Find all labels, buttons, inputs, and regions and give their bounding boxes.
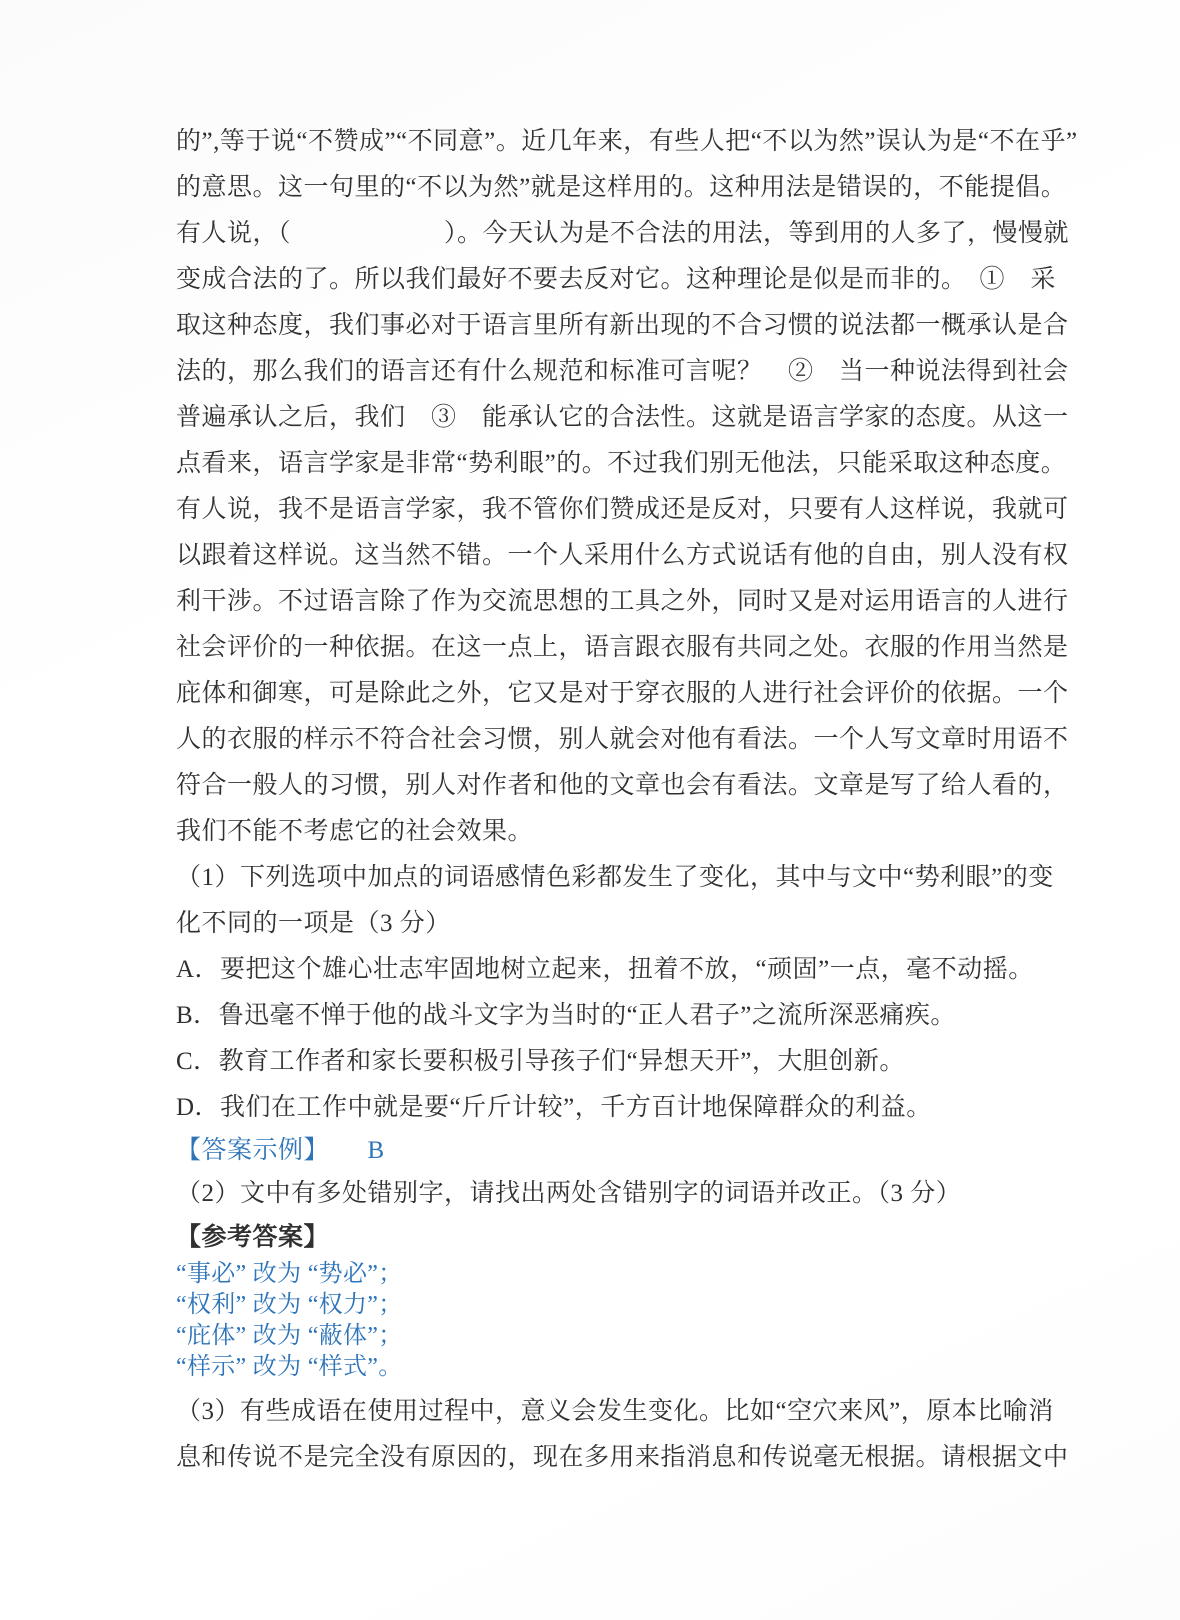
passage-line-2: 的意思。这一句里的“不以为然”就是这样用的。这种用法是错误的，不能提倡。 bbox=[176, 174, 1067, 201]
correction-2: “权利” 改为 “权力”； bbox=[176, 1292, 403, 1318]
passage-line-6: 法的，那么我们的语言还有什么规范和标准可言呢？ ② 当一种说法得到社会 bbox=[176, 358, 1069, 385]
reference-answer-header: 【参考答案】 bbox=[176, 1224, 330, 1251]
question1-line-1: （1）下列选项中加点的词语感情色彩都发生了变化，其中与文中“势利眼”的变 bbox=[176, 864, 1054, 891]
passage-line-10: 以跟着这样说。这当然不错。一个人采用什么方式说话有他的自由，别人没有权 bbox=[176, 542, 1069, 569]
passage-line-5: 取这种态度，我们事必对于语言里所有新出现的不合习惯的说法都一概承认是合 bbox=[176, 312, 1069, 339]
option-a: A．要把这个雄心壮志牢固地树立起来，扭着不放，“顽固”一点，毫不动摇。 bbox=[176, 956, 1034, 983]
passage-line-3: 有人说，（ ）。今天认为是不合法的用法，等到用的人多了，慢慢就 bbox=[176, 220, 1070, 247]
question1-line-2: 化不同的一项是（3 分） bbox=[176, 910, 451, 937]
passage-line-14: 人的衣服的样示不符合社会习惯，别人就会对他有看法。一个人写文章时用语不 bbox=[176, 726, 1069, 753]
option-b: B．鲁迅毫不惮于他的战斗文字为当时的“正人君子”之流所深恶痛疾。 bbox=[176, 1002, 956, 1029]
option-d: D．我们在工作中就是要“斤斤计较”，千方百计地保障群众的利益。 bbox=[176, 1094, 932, 1121]
option-c: C．教育工作者和家长要积极引导孩子们“异想天开”，大胆创新。 bbox=[176, 1048, 905, 1075]
passage-line-11: 利干涉。不过语言除了作为交流思想的工具之外，同时又是对运用语言的人进行 bbox=[176, 588, 1069, 615]
text-block bbox=[176, 119, 1078, 1481]
passage-line-13: 庇体和御寒，可是除此之外，它又是对于穿衣服的人进行社会评价的依据。一个 bbox=[176, 680, 1069, 707]
passage-line-12: 社会评价的一种依据。在这一点上，语言跟衣服有共同之处。衣服的作用当然是 bbox=[176, 634, 1069, 661]
question3-line-2: 息和传说不是完全没有原因的，现在多用来指消息和传说毫无根据。请根据文中 bbox=[176, 1444, 1069, 1471]
answer-example: 【答案示例】 B bbox=[176, 1137, 385, 1164]
passage-line-1: 的”,等于说“不赞成”“不同意”。近几年来，有些人把“不以为然”误认为是“不在乎” bbox=[176, 128, 1078, 155]
passage-line-9: 有人说，我不是语言学家，我不管你们赞成还是反对，只要有人这样说，我就可 bbox=[176, 496, 1069, 523]
passage-line-8: 点看来，语言学家是非常“势利眼”的。不过我们别无他法，只能采取这种态度。 bbox=[176, 450, 1067, 477]
passage-line-7: 普遍承认之后，我们 ③ 能承认它的合法性。这就是语言学家的态度。从这一 bbox=[176, 404, 1069, 431]
passage-line-4: 变成合法的了。所以我们最好不要去反对它。这种理论是似是而非的。 ① 采 bbox=[176, 266, 1057, 293]
correction-4: “样示” 改为 “样式”。 bbox=[176, 1354, 403, 1380]
question2-line-1: （2）文中有多处错别字，请找出两处含错别字的词语并改正。（3 分） bbox=[176, 1180, 962, 1207]
passage-line-16: 我们不能不考虑它的社会效果。 bbox=[176, 818, 534, 845]
correction-1: “事必” 改为 “势必”； bbox=[176, 1261, 403, 1287]
passage-line-15: 符合一般人的习惯，别人对作者和他的文章也会有看法。文章是写了给人看的， bbox=[176, 772, 1069, 799]
correction-3: “庇体” 改为 “蔽体”； bbox=[176, 1323, 403, 1349]
question3-line-1: （3）有些成语在使用过程中，意义会发生变化。比如“空穴来风”，原本比喻消 bbox=[176, 1398, 1054, 1425]
